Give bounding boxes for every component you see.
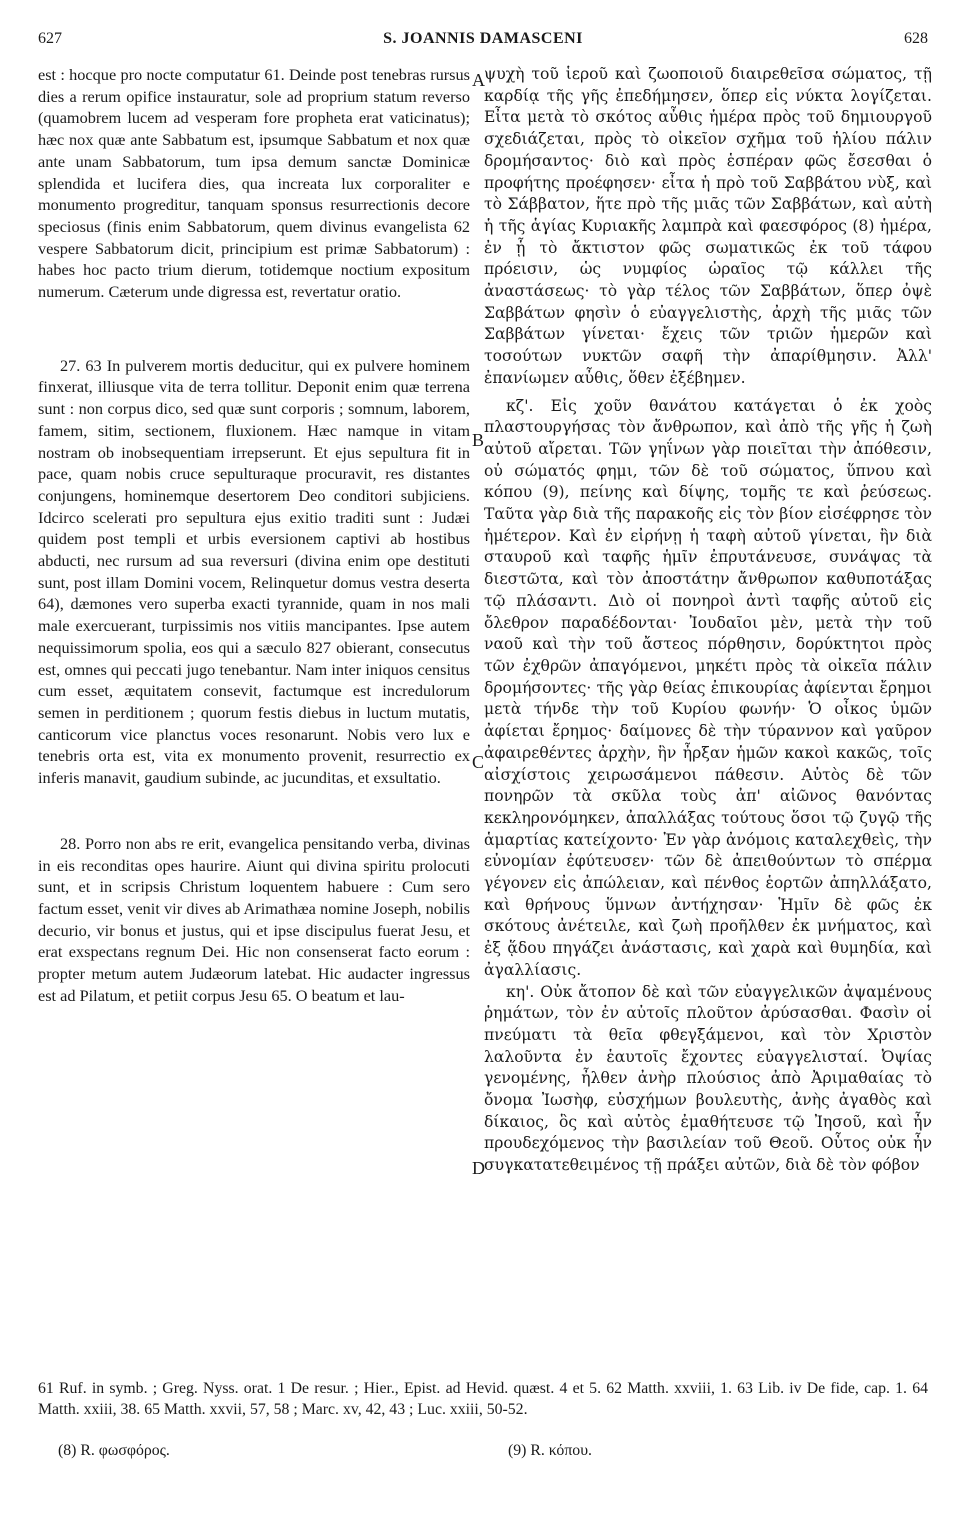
page-number-left: 627 [38,30,62,47]
latin-column [38,64,470,1324]
margin-letter-a: A [472,70,485,90]
page-header [38,30,928,56]
latin-paragraph-27: 27. 63 In pulverem mortis deducitur, qui ex pulvere hominem finxerat, illiusque vita de terra tollitur. Deponit enim quæ terrena sunt : non corpus dico, sed quæ sunt corporis ; somnum, laborem, famem, sitim, sectionem, fluxionem. Hæc namque in vitam nostram ob inobsequentiam irrepserunt. Et ejus sepultura fit in pace, quam nobis cruce sepulturaque procuravit, res distantes conjungens, hominemque desertorem Deo conditori subjiciens. Idcirco scelerati pro sepultura ejus exitio traditi sunt : Judæi quidem post templi et urbis eversionem captivi ab hostibus abducti, nec rursum ad sua reversuri (divina enim ope destituti sunt, post illam Domini vocem, Relinquetur domus vestra deserta 64), dæmones vero superba exacti tyrannide, quam in nos mali male exercuerant, turpissimis nos vitiis mancipantes. Ipse autem nequissimorum spolia, eos qui a sæculo 827 obierant, consecutus est, omnes qui peccati jugo tenebantur. Nam inter iniquos censitus cum esset, æquitatem consevit, factumque est incredulorum semen in perditionem ; quorum festis diebus in luctum mutatis, canticorum vice planctus voces resonarunt. Nobis vero lux e tenebris orta est, vita ex monumento provenit, resurrectio ex inferis manavit, gaudium subinde, ac jucunditas, et exsultatio. [38,355,470,788]
greek-paragraph-1: ψυχὴ τοῦ ἱεροῦ καὶ ζωοποιοῦ διαιρεθεῖσα σώματος, τῇ καρδίᾳ τῆς γῆς ἐπεδήμησεν, ὅπερ εἰς νύκτα λογίζεται. Εἶτα μετὰ τὸ σκότος αὖθις ἡμέρα πρὸς τοῦ δημιουργοῦ σχεδιάζεται, πρὸς τὸ οἰκεῖον σχῆμα τοῦ ἡλίου πάλιν δρομήσαντος· διὸ καὶ πρὸς ἑσπέραν φῶς ἔσεσθαι ὁ προφήτης προέφησεν· εἶτα ἡ πρὸ τοῦ Σαββάτου νὺξ, καὶ τὸ Σάββατον, ἥτε πρὸ τῆς μιᾶς τῶν Σαββάτων, καὶ αὐτὴ ἡ τῆς ἁγίας Κυριακῆς λαμπρὰ καὶ φαεσφόρος (8) ἡμέρα, ἐν ᾗ τὸ ἄκτιστον φῶς σωματικῶς ἐκ τοῦ τάφου πρόεισιν, ὡς νυμφίος ὡραῖος τῷ κάλλει τῆς ἀναστάσεως· τὸ γὰρ τέλος τῶν Σαββάτων, ὅπερ ὀψὲ Σαββάτων φησὶν ὁ εὐαγγελιστὴς, ἀρχὴ τῆς μιᾶς τῶν Σαββάτων γίνεται· ἔχεις τῶν τριῶν ἡμερῶν καὶ τοσούτων νυκτῶν σαφῆ τὴν ἀπαρίθμησιν. Ἀλλ' ἐπανίωμεν αὖθις, ὅθεν ἐξέβημεν. [484,65,932,387]
variant-note-8: (8) R. φωσφόρος. [58,1442,170,1459]
greek-column [484,64,932,1324]
margin-letter-d: D [472,1158,485,1178]
greek-paragraph-27: κζ'. Εἰς χοῦν θανάτου κατάγεται ὁ ἐκ χοὸς πλαστουργήσας τὸν ἄνθρωπον, καὶ ἀπὸ τῆς γῆς ἡ ζωὴ αὐτοῦ αἴρεται. Τῶν γηΐνων γὰρ ποιεῖται τὴν ἀπόθεσιν, οὐ σώματός φημι, τῶν δὲ τοῦ σώματος, ὕπνου καὶ κόπου (9), πείνης καὶ δίψης, τομῆς τε καὶ ῥεύσεως. Ταῦτα γὰρ διὰ τῆς παρακοῆς εἰς τὸν βίον εἰσέφρησε τὸν ἡμέτερον. Καὶ ἐν εἰρήνῃ ἡ ταφὴ αὐτοῦ γίνεται, ἣν διὰ σταυροῦ καὶ ταφῆς ἡμῖν ἐπρυτάνευσε, συνάψας τὰ διεστῶτα, καὶ τὸν ἀποστάτην ἄνθρωπον καθυποτάξας τῷ πλάσαντι. Διὸ οἱ πονηροὶ ἀντὶ ταφῆς αὐτοῦ εἰς ὄλεθρον παραδέδονται· Ἰουδαῖοι μὲν, μετὰ τὴν τοῦ ναοῦ καὶ τὴν τοῦ ἄστεος πόρθησιν, δορύκτητοι πρὸς τῶν ἐχθρῶν ἀπαγόμενοι, μηκέτι πρὸς τὰ οἰκεῖα πάλιν δρομήσοντες· τῆς γὰρ θείας ἐπικουρίας ἀφίενται ἔρημοι μετὰ τήνδε τὴν τοῦ Κυρίου φωνήν· Ὁ οἶκος ὑμῶν ἀφίεται ἔρημος· δαίμονες δὲ τὴν τύραννον καὶ γαῦρον ἀφαιρεθέντες ἀρχὴν, ἣν ἦρξαν ἡμῶν κακοὶ κακῶς, τοῖς αἰσχίστοις χειρωσάμενοι πάθεσιν. Αὐτὸς δὲ τῶν πονηρῶν τὰ σκῦλα τοὺς ἀπ' αἰῶνος θανόντας κεκληρονόμηκεν, ἀπαλλάξας τούτους ὅσοι τῷ ζυγῷ τῆς ἁμαρτίας κατείχοντο· Ἐν γὰρ ἀνόμοις καταλεχθεὶς, τὴν εὐνομίαν ἐφύτευσεν· τῶν δὲ ἀπειθούντων τὸ σπέρμα γέγονεν εἰς ἀπώλειαν, καὶ πένθος ἑορτῶν ἀπηλλάξατο, καὶ θρήνους ὕμνων ἀντήχησαν· Ἡμῖν δὲ φῶς ἐκ σκότους ἀνέτειλε, καὶ ζωὴ προῆλθεν ἐκ μνήματος, καὶ ἐξ ᾅδου πηγάζει ἀνάστασις, καὶ χαρὰ καὶ θυμηδία, καὶ ἀγαλλίασις. [484,396,932,979]
greek-paragraph-28: κη'. Οὐκ ἄτοπον δὲ καὶ τῶν εὐαγγελικῶν ἀψαμένους ῥημάτων, τὸν ἐν αὐτοῖς πλοῦτον ἀρύσασθαι. Φασὶν οἱ πνεύματι τὰ θεῖα φθεγξάμενοι, καὶ τὸν Χριστὸν λαλοῦντα ἐν ἑαυτοῖς ἔχοντες εὐαγγελισταί. Ὀψίας γενομένης, ἦλθεν ἀνὴρ πλούσιος ἀπὸ Ἀριμαθαίας τὸ ὄνομα Ἰωσὴφ, εὐσχήμων βουλευτὴς, ἀνὴς ἀγαθὸς καὶ δίκαιος, ὃς καὶ αὐτὸς ἐμαθήτευσε τῷ Ἰησοῦ, καὶ ἦν προυδεχόμενος τὴν βασιλείαν τοῦ Θεοῦ. Οὗτος οὐκ ἦν συγκατατεθειμένος τῇ πράξει αὐτῶν, διὰ δὲ τὸν φόβον [484,982,932,1175]
running-title: S. JOANNIS DAMASCENI [383,30,583,47]
variant-note-9: (9) R. κόπου. [508,1442,592,1459]
page-number-right: 628 [904,30,928,47]
margin-letter-b: B [472,430,485,450]
latin-paragraph-28: 28. Porro non abs re erit, evangelica pensitando verba, divinas in eis reconditas opes haurire. Aiunt qui divina spiritu prolocuti sunt, et in scripsis Christum loquentem habuere : Cum sero factum esset, venit vir dives ab Arimathæa nomine Joseph, nobilis decurio, vir bonus et justus, qui et ipse discipulus fuerat Jesu, et erat exspectans regnum Dei. Hic non consenserat facto eorum : propter metum autem Judæorum latebat. Hic audacter ingressus est ad Pilatum, et petiit corpus Jesu 65. O beatum et lau- [38,833,470,1005]
footnotes: 61 Ruf. in symb. ; Greg. Nyss. orat. 1 De resur. ; Hier., Epist. ad Hevid. quæst. 4 et 5. 62 Matth. xxviii, 1. 63 Lib. iv De fide, cap. 1. 64 Matth. xxiii, 38. 65 Matth. xxvii, 57, 58 ; Marc. xv, 42, 43 ; Luc. xxiii, 50-52. [38,1380,928,1418]
latin-paragraph-1: est : hocque pro nocte computatur 61. Deinde post tenebras rursus dies a rerum opifice instauratur, sole ad proprium statum reverso (quamobrem lucem ad vesperam fore propheta erat vaticinatus); hæc nox quæ ante Sabbatum est, ipsumque Sabbatum et nox quæ ante unam Sabbatorum, tum ipsa demum sanctæ Dominicæ splendida et lucifera dies, qua increata lux corporaliter e monumento progreditur, tanquam sponsus resurrectionis decore speciosus (finis enim Sabbatorum, quem divinus evangelista 62 vespere Sabbatorum dicit, principium est primæ Sabbatorum) : habes hoc pacto trium dierum, totidemque noctium expositum numerum. Cæterum unde digressa est, revertatur oratio. [38,65,470,302]
margin-letter-c: C [472,752,485,772]
